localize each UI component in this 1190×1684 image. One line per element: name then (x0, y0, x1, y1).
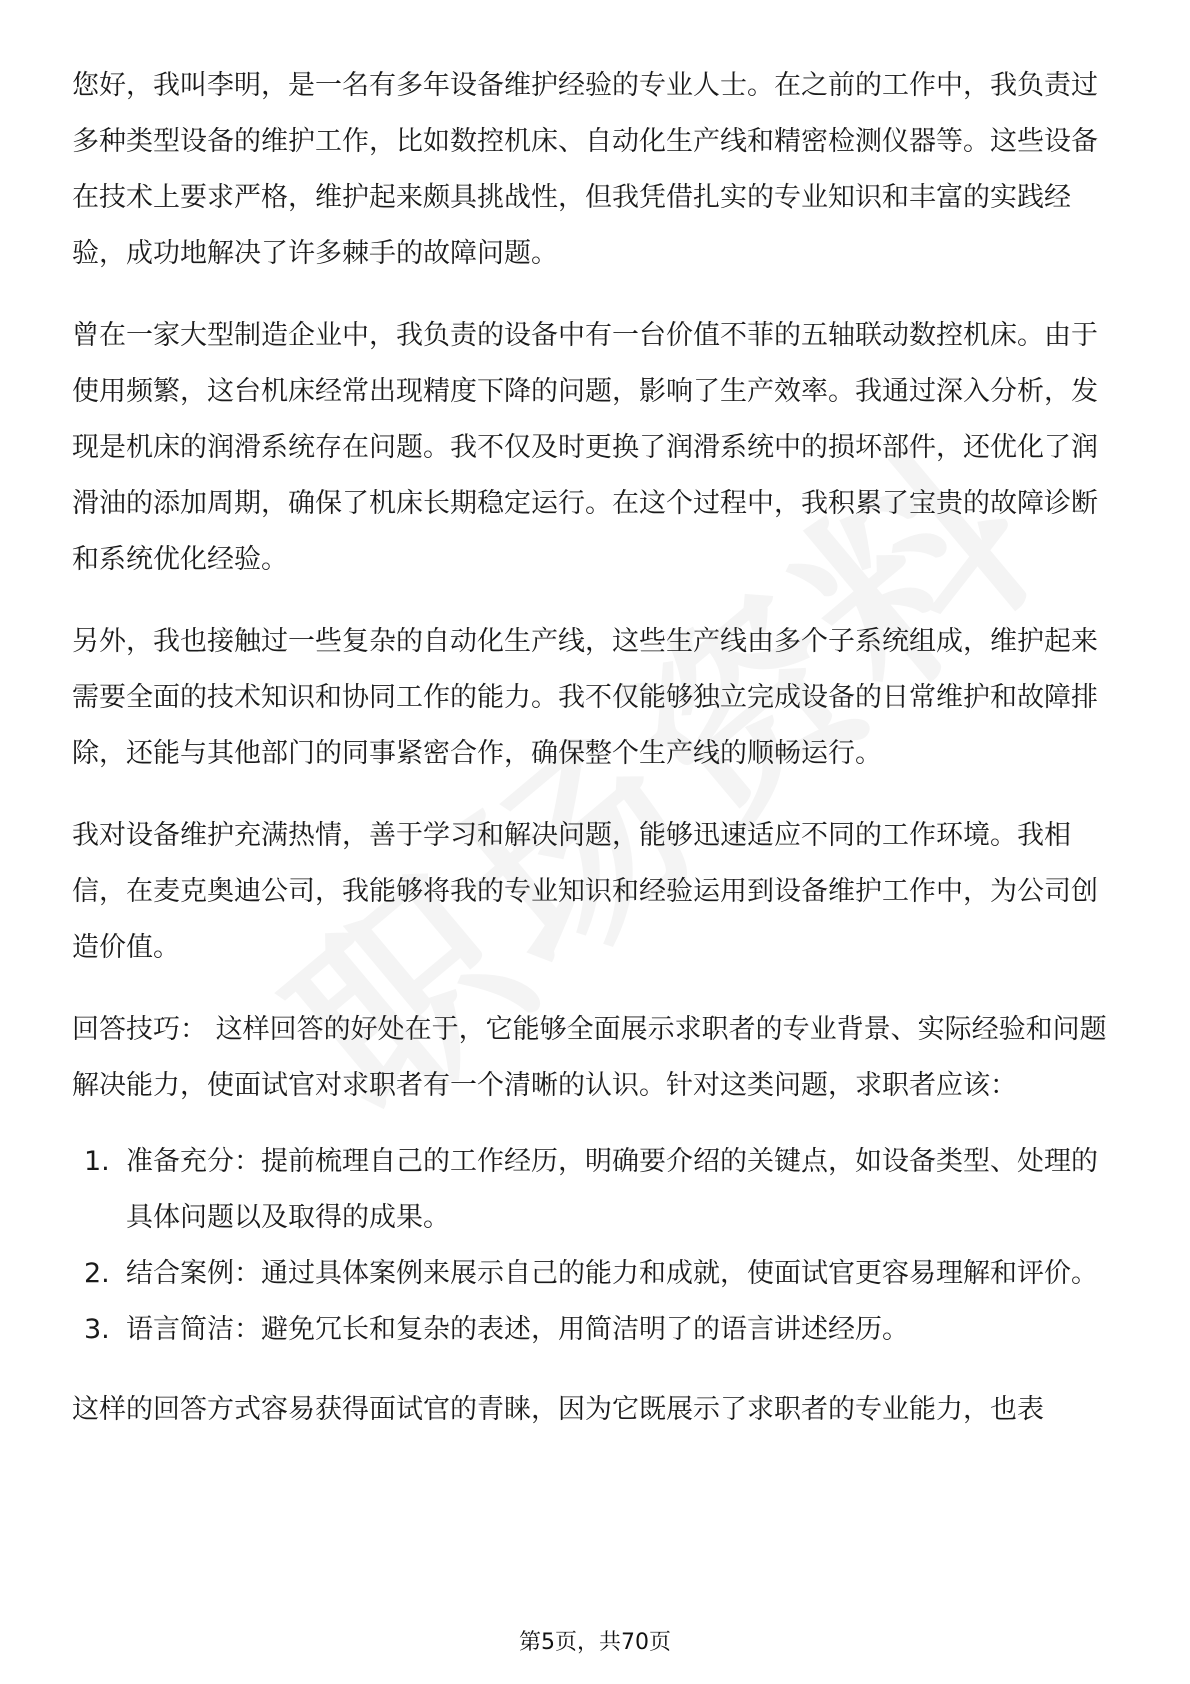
paragraph-motivation: 我对设备维护充满热情，善于学习和解决问题，能够迅速适应不同的工作环境。我相信，在麦克奥迪公司，我能够将我的专业知识和经验运用到设备维护工作中，为公司创造价值。 (72, 820, 1098, 963)
paragraph-intro: 您好，我叫李明，是一名有多年设备维护经验的专业人士。在之前的工作中，我负责过多种类型设备的维护工作，比如数控机床、自动化生产线和精密检测仪器等。这些设备在技术上要求严格，维护起来颇具挑战性，但我凭借扎实的专业知识和丰富的实践经验，成功地解决了许多棘手的故障问题。 (72, 70, 1098, 269)
paragraph-production-line: 另外，我也接触过一些复杂的自动化生产线，这些生产线由多个子系统组成，维护起来需要全面的技术知识和协同工作的能力。我不仅能够独立完成设备的日常维护和故障排除，还能与其他部门的同事紧密合作，确保整个生产线的顺畅运行。 (72, 626, 1098, 769)
list-item-text: 准备充分：提前梳理自己的工作经历，明确要介绍的关键点，如设备类型、处理的具体问题以及取得的成果。 (126, 1146, 1098, 1233)
list-item (72, 1302, 1118, 1358)
list-number: 2. (84, 1258, 110, 1289)
list-item (72, 1134, 1118, 1246)
tips-list (72, 1134, 1118, 1358)
document-body (72, 58, 1118, 1464)
list-number: 1. (84, 1146, 110, 1177)
list-item-text: 结合案例：通过具体案例来展示自己的能力和成就，使面试官更容易理解和评价。 (126, 1258, 1098, 1289)
page-footer: 第5页，共70页 (519, 1630, 671, 1655)
list-item (72, 1246, 1118, 1302)
paragraph-answer-tips: 回答技巧： 这样回答的好处在于，它能够全面展示求职者的专业背景、实际经验和问题解决能力，使面试官对求职者有一个清晰的认识。针对这类问题，求职者应该： (72, 1014, 1107, 1101)
paragraph-closing: 这样的回答方式容易获得面试官的青睐，因为它既展示了求职者的专业能力，也表 (72, 1394, 1044, 1425)
paragraph-cnc-case: 曾在一家大型制造企业中，我负责的设备中有一台价值不菲的五轴联动数控机床。由于使用频繁，这台机床经常出现精度下降的问题，影响了生产效率。我通过深入分析，发现是机床的润滑系统存在问题。我不仅及时更换了润滑系统中的损坏部件，还优化了润滑油的添加周期，确保了机床长期稳定运行。在这个过程中，我积累了宝贵的故障诊断和系统优化经验。 (72, 320, 1098, 575)
list-item-text: 语言简洁：避免冗长和复杂的表述，用简洁明了的语言讲述经历。 (126, 1314, 909, 1345)
list-number: 3. (84, 1314, 110, 1345)
